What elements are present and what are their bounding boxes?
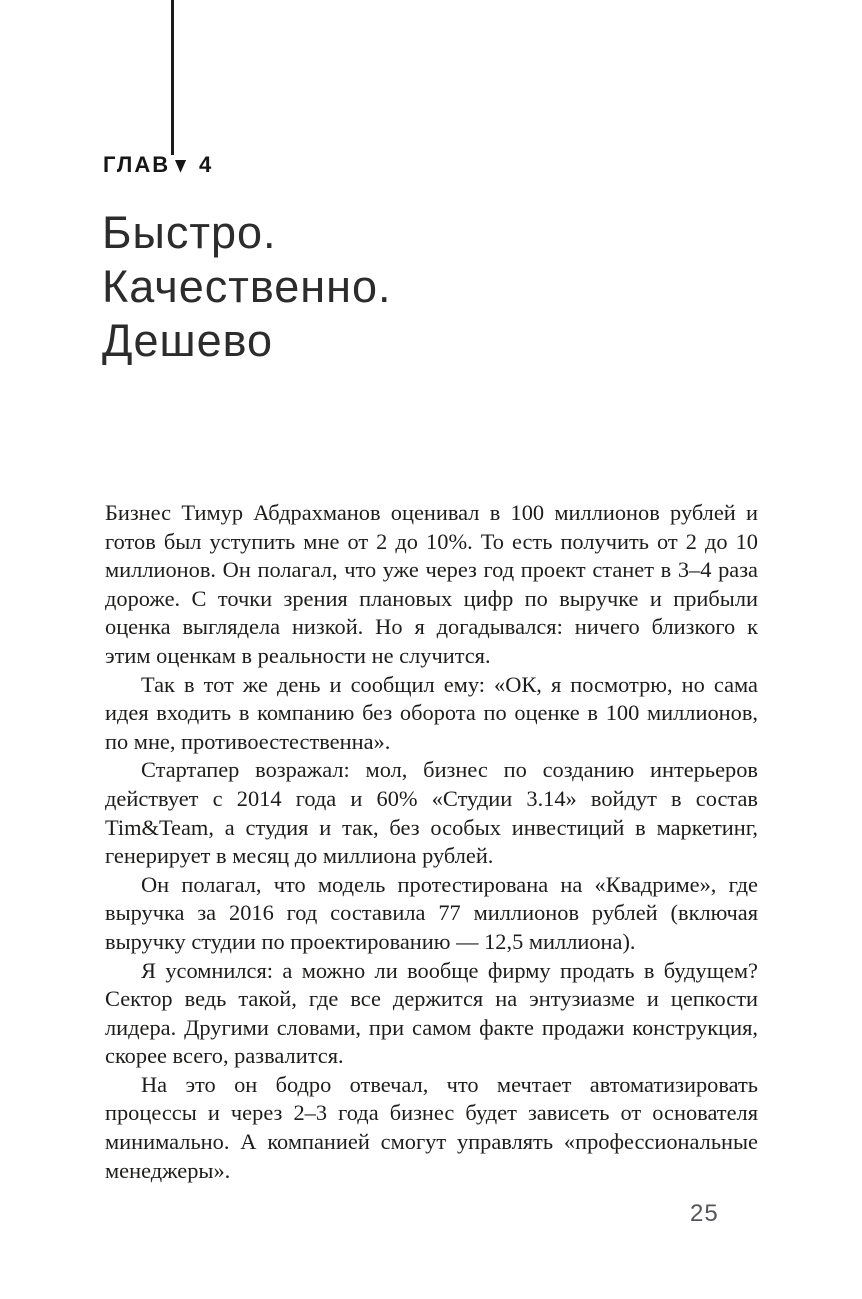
chapter-rule-line	[171, 0, 174, 155]
paragraph: Бизнес Тимур Абдрахманов оценивал в 100 миллионов рублей и готов был уступить мне от 2 до 10%. То есть получить от 2 до 10 миллионов. Он полагал, что уже через год проект станет в 3–4 раза дороже. С точки зрения плановых цифр по выручке и прибыли оценка выглядела низкой. Но я догадывался: ничего близкого к этим оценкам в реальности не случится.	[105, 500, 758, 668]
paragraph: Я усомнился: а можно ли вообще фирму продать в будущем? Сектор ведь такой, где все держится на энтузиазме и цепкости лидера. Другими словами, при самом факте продажи конструкция, скорее всего, развалится.	[105, 957, 758, 1069]
chapter-label	[103, 153, 213, 179]
paragraph: На это он бодро отвечал, что мечтает автоматизировать процессы и через 2–3 года бизнес будет зависеть от основателя минимально. А компанией смогут управлять «профессиональные менеджеры».	[105, 1071, 758, 1183]
triangle-down-icon: ▼	[171, 154, 190, 179]
body-text	[105, 499, 758, 1185]
paragraph: Он полагал, что модель протестирована на «Квадриме», где выручка за 2016 год составила 77 миллионов рублей (включая выручку студии по проектированию — 12,5 миллиона).	[105, 871, 758, 954]
chapter-number: 4	[198, 152, 214, 177]
paragraph: Стартапер возражал: мол, бизнес по созданию интерьеров действует с 2014 года и 60% «Студии 3.14» войдут в состав Tim&Team, а студия и так, без особых инвестиций в маркетинг, генерирует в месяц до миллиона рублей.	[105, 757, 758, 869]
chapter-title-line-1: Быстро.	[102, 207, 277, 258]
chapter-title	[102, 206, 392, 368]
chapter-title-line-3: Дешево	[102, 315, 274, 366]
chapter-label-prefix: ГЛАВ	[103, 152, 171, 177]
page-number: 25	[690, 1200, 719, 1227]
chapter-title-line-2: Качественно.	[102, 261, 392, 312]
paragraph: Так в тот же день и сообщил ему: «ОК, я посмотрю, но сама идея входить в компанию без оборота по оценке в 100 миллионов, по мне, противоестественна».	[105, 671, 758, 754]
